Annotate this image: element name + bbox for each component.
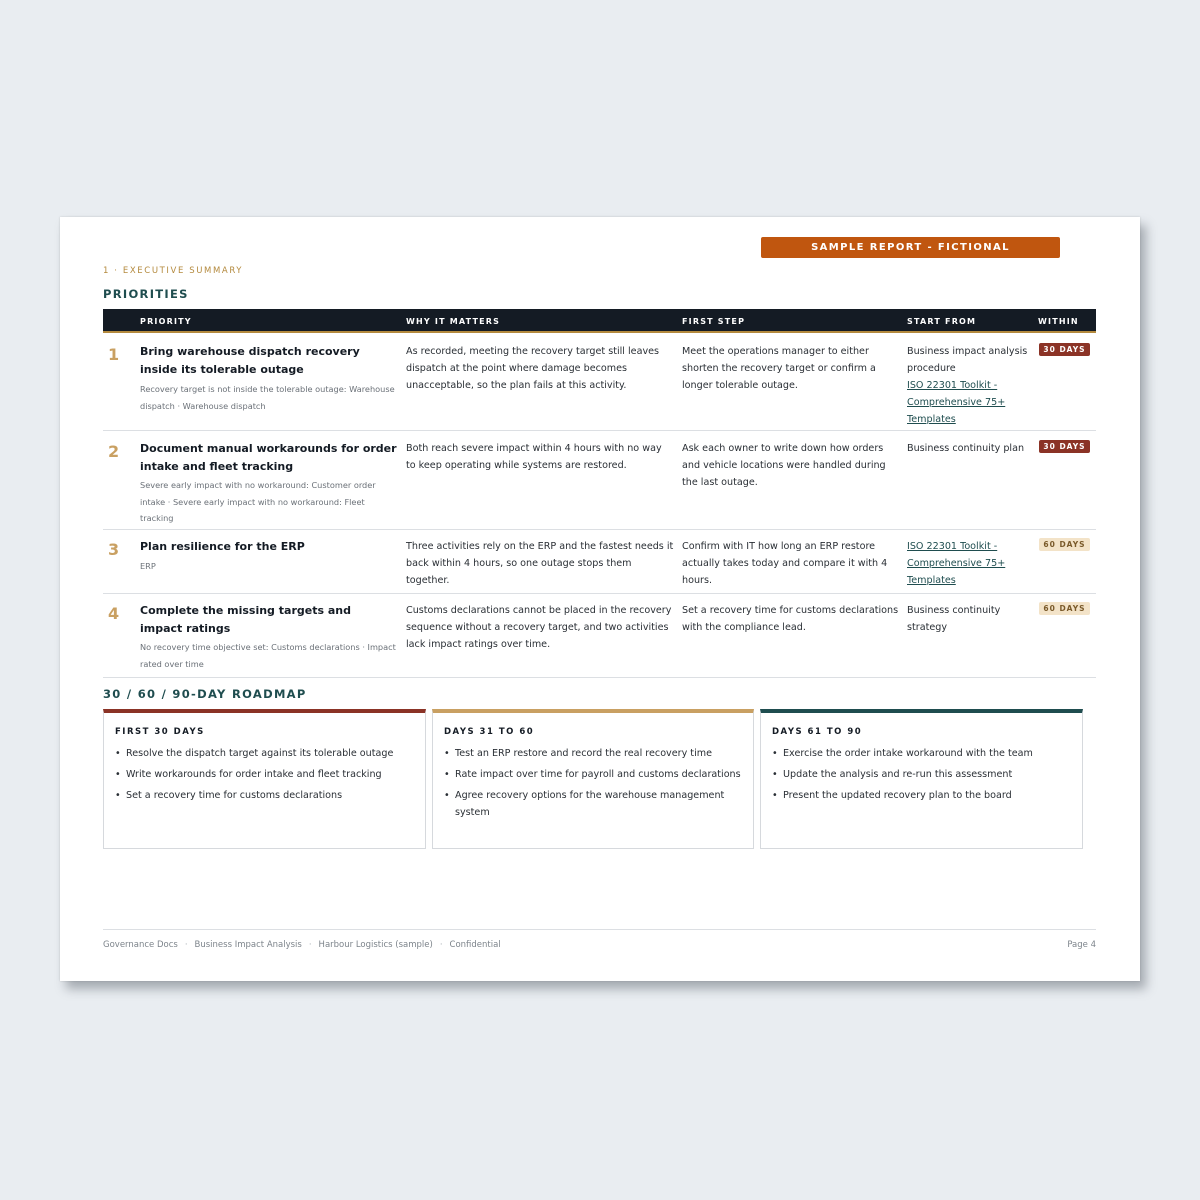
column-header-why: WHY IT MATTERS bbox=[406, 317, 501, 326]
list-item: • Write workarounds for order intake and fleet tracking bbox=[115, 766, 417, 783]
roadmap-list bbox=[772, 745, 1074, 808]
list-item: • Rate impact over time for payroll and customs declarations bbox=[444, 766, 745, 783]
within-badge: 30 DAYS bbox=[1039, 343, 1090, 356]
within-badge: 60 DAYS bbox=[1039, 602, 1090, 615]
first-step: Set a recovery time for customs declarations with the compliance lead. bbox=[682, 605, 899, 633]
start-from-text: Business continuity plan bbox=[907, 443, 1025, 454]
roadmap-card-heading: DAYS 31 TO 60 bbox=[444, 727, 535, 737]
within-badge: 30 DAYS bbox=[1039, 440, 1090, 453]
table-row bbox=[103, 431, 1096, 530]
list-item: • Test an ERP restore and record the real recovery time bbox=[444, 745, 745, 762]
roadmap-heading: 30 / 60 / 90-DAY ROADMAP bbox=[103, 687, 307, 701]
section-label: 1 · EXECUTIVE SUMMARY bbox=[103, 266, 244, 276]
column-header-first-step: FIRST STEP bbox=[682, 317, 746, 326]
start-from bbox=[907, 440, 1035, 457]
report-page bbox=[60, 217, 1140, 981]
priority-detail: Recovery target is not inside the tolerable outage: Warehouse dispatch · Warehouse dispatch bbox=[140, 384, 395, 411]
table-row bbox=[103, 530, 1096, 594]
column-header-within: WITHIN bbox=[1038, 317, 1079, 326]
first-step: Confirm with IT how long an ERP restore actually takes today and compare it with 4 hours. bbox=[682, 541, 888, 586]
roadmap-card-heading: FIRST 30 DAYS bbox=[115, 727, 205, 737]
priority-title: Complete the missing targets and impact ratings bbox=[140, 604, 351, 635]
table-row bbox=[103, 333, 1096, 431]
why-it-matters: Customs declarations cannot be placed in the recovery sequence without a recovery target, and two activities lack impact ratings over time. bbox=[406, 605, 672, 650]
toolkit-link[interactable]: ISO 22301 Toolkit - Comprehensive 75+ Templates bbox=[907, 380, 1006, 425]
priority-detail: ERP bbox=[140, 561, 156, 571]
footer-divider bbox=[103, 929, 1096, 930]
start-from-text: Business continuity strategy bbox=[907, 605, 1001, 633]
footer: Governance Docs · Business Impact Analysis · Harbour Logistics (sample) · Confidential bbox=[103, 940, 501, 950]
priority-title: Document manual workarounds for order intake and fleet tracking bbox=[140, 442, 397, 473]
list-item: • Agree recovery options for the warehouse management system bbox=[444, 787, 745, 821]
priority-number: 3 bbox=[108, 540, 120, 559]
start-from bbox=[907, 343, 1035, 428]
first-step: Ask each owner to write down how orders and vehicle locations were handled during the last outage. bbox=[682, 443, 886, 488]
why-it-matters: As recorded, meeting the recovery target still leaves dispatch at the point where damage becomes unacceptable, so the plan fails at this activity. bbox=[406, 346, 660, 391]
start-from-text: Business impact analysis procedure bbox=[907, 346, 1028, 374]
priority-number: 2 bbox=[108, 442, 120, 461]
within-badge: 60 DAYS bbox=[1039, 538, 1090, 551]
sample-report-banner: SAMPLE REPORT - FICTIONAL ORGANISATION bbox=[761, 237, 1060, 258]
roadmap-list bbox=[115, 745, 417, 808]
priority-number: 1 bbox=[108, 345, 120, 364]
priorities-table bbox=[103, 309, 1096, 678]
start-from bbox=[907, 538, 1035, 589]
roadmap-list bbox=[444, 745, 745, 825]
footer-item: Harbour Logistics (sample) bbox=[318, 940, 433, 950]
priority-title: Bring warehouse dispatch recovery inside its tolerable outage bbox=[140, 345, 360, 376]
footer-item: Confidential bbox=[449, 940, 501, 950]
footer-item: Governance Docs bbox=[103, 940, 178, 950]
roadmap-card-90 bbox=[760, 709, 1083, 849]
list-item: • Update the analysis and re-run this assessment bbox=[772, 766, 1074, 783]
start-from bbox=[907, 602, 1035, 636]
footer-item: Business Impact Analysis bbox=[194, 940, 302, 950]
roadmap-card-30 bbox=[103, 709, 426, 849]
why-it-matters: Both reach severe impact within 4 hours with no way to keep operating while systems are restored. bbox=[406, 443, 662, 471]
why-it-matters: Three activities rely on the ERP and the fastest needs it back within 4 hours, so one outage stops them together. bbox=[406, 541, 674, 586]
list-item: • Exercise the order intake workaround with the team bbox=[772, 745, 1074, 762]
list-item: • Set a recovery time for customs declarations bbox=[115, 787, 417, 804]
priority-detail: No recovery time objective set: Customs declarations · Impact rated over time bbox=[140, 642, 396, 669]
column-header-priority: PRIORITY bbox=[140, 317, 192, 326]
list-item: • Resolve the dispatch target against its tolerable outage bbox=[115, 745, 417, 762]
column-header-start-from: START FROM bbox=[907, 317, 977, 326]
priority-title: Plan resilience for the ERP bbox=[140, 540, 305, 553]
table-header bbox=[103, 309, 1096, 333]
priority-number: 4 bbox=[108, 604, 120, 623]
page-number: Page 4 bbox=[1067, 940, 1096, 950]
toolkit-link[interactable]: ISO 22301 Toolkit - Comprehensive 75+ Templates bbox=[907, 541, 1006, 586]
roadmap-card-heading: DAYS 61 TO 90 bbox=[772, 727, 863, 737]
roadmap-card-60 bbox=[432, 709, 754, 849]
table-row bbox=[103, 594, 1096, 678]
list-item: • Present the updated recovery plan to the board bbox=[772, 787, 1074, 804]
priorities-heading: PRIORITIES bbox=[103, 287, 189, 301]
first-step: Meet the operations manager to either shorten the recovery target or confirm a longer tolerable outage. bbox=[682, 346, 876, 391]
priority-detail: Severe early impact with no workaround: Customer order intake · Severe early impact with no workaround: Fleet tracking bbox=[140, 480, 376, 523]
